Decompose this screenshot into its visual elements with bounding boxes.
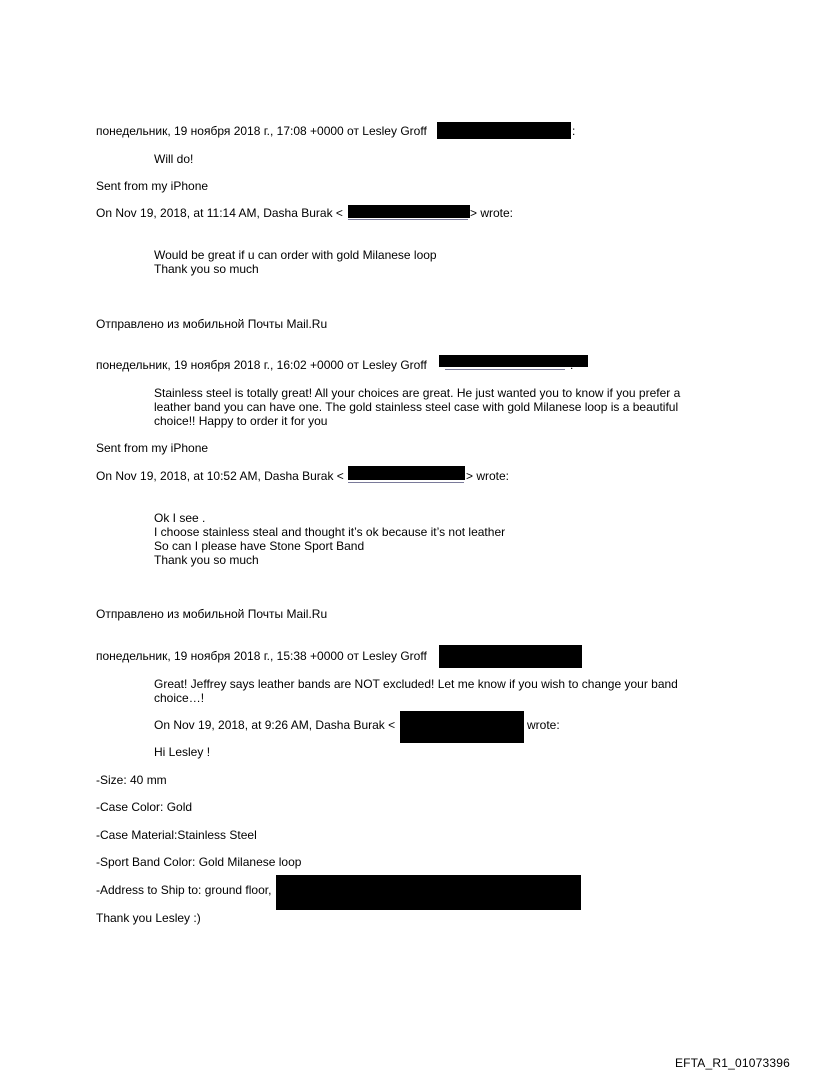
- redaction-email-1: [437, 122, 571, 139]
- quote-header-3-tail: wrote:: [527, 718, 560, 732]
- redaction-email-2: [348, 205, 470, 218]
- redaction-email-5: [439, 645, 582, 668]
- reply-text-3-line-2: choice…!: [154, 691, 205, 705]
- quote-text-1-line-2: Thank you so much: [154, 262, 259, 276]
- redaction-email-6: [400, 711, 524, 743]
- quote-header-2-tail: > wrote:: [466, 469, 510, 483]
- order-address: -Address to Ship to: ground floor,: [96, 883, 272, 897]
- mailru-signature-2: Отправлено из мобильной Почты Mail.Ru: [96, 607, 328, 621]
- redaction-address: [276, 875, 581, 910]
- reply-text-2-line-2: leather band you can have one. The gold stainless steel case with gold Milanese loop is a beautiful: [154, 400, 679, 414]
- reply-text-2-line-1: Stainless steel is totally great! All your choices are great. He just wanted you to know if you prefer a: [154, 386, 681, 400]
- email-header-3: понедельник, 19 ноября 2018 г., 15:38 +0000 от Lesley Groff: [96, 649, 427, 663]
- signature-iphone-2: Sent from my iPhone: [96, 441, 209, 455]
- reply-text-will-do: Will do!: [154, 152, 194, 166]
- quote-header-3: On Nov 19, 2018, at 9:26 AM, Dasha Burak <: [154, 718, 396, 732]
- redaction-email-4: [348, 466, 465, 480]
- quote-text-2-line-1: Ok I see .: [154, 511, 206, 525]
- redaction-underline-2: [348, 219, 468, 220]
- email-header-1-tail: :: [572, 124, 576, 138]
- quote-header-2: On Nov 19, 2018, at 10:52 AM, Dasha Burak <: [96, 469, 344, 483]
- order-size: -Size: 40 mm: [96, 773, 167, 787]
- mailru-signature-1: Отправлено из мобильной Почты Mail.Ru: [96, 317, 328, 331]
- order-case-material: -Case Material:Stainless Steel: [96, 828, 257, 842]
- order-band-color: -Sport Band Color: Gold Milanese loop: [96, 855, 302, 869]
- email-header-2: понедельник, 19 ноября 2018 г., 16:02 +0000 от Lesley Groff: [96, 358, 427, 372]
- reply-text-3-line-1: Great! Jeffrey says leather bands are NOT excluded! Let me know if you wish to change your band: [154, 677, 678, 691]
- redaction-email-3: [439, 355, 588, 367]
- quote-header-1: On Nov 19, 2018, at 11:14 AM, Dasha Burak <: [96, 206, 343, 220]
- reply-text-2-line-3: choice!! Happy to order it for you: [154, 414, 328, 428]
- redaction-underline-4: [348, 482, 464, 483]
- bates-number: EFTA_R1_01073396: [674, 1056, 790, 1070]
- quote-text-2-line-3: So can I please have Stone Sport Band: [154, 539, 365, 553]
- quote-text-1-line-1: Would be great if u can order with gold Milanese loop: [154, 248, 437, 262]
- email-header-1: понедельник, 19 ноября 2018 г., 17:08 +0000 от Lesley Groff: [96, 124, 427, 138]
- quote-text-2-line-2: I choose stainless steal and thought it’s ok because it’s not leather: [154, 525, 506, 539]
- quote-text-2-line-4: Thank you so much: [154, 553, 259, 567]
- quote-header-1-tail: > wrote:: [470, 206, 514, 220]
- redaction-underline-3: [445, 369, 565, 370]
- signature-iphone-1: Sent from my iPhone: [96, 179, 209, 193]
- closing-thanks: Thank you Lesley :): [96, 911, 201, 925]
- greeting: Hi Lesley !: [154, 745, 211, 759]
- email-header-2-tail: :: [570, 358, 574, 372]
- order-case-color: -Case Color: Gold: [96, 800, 193, 814]
